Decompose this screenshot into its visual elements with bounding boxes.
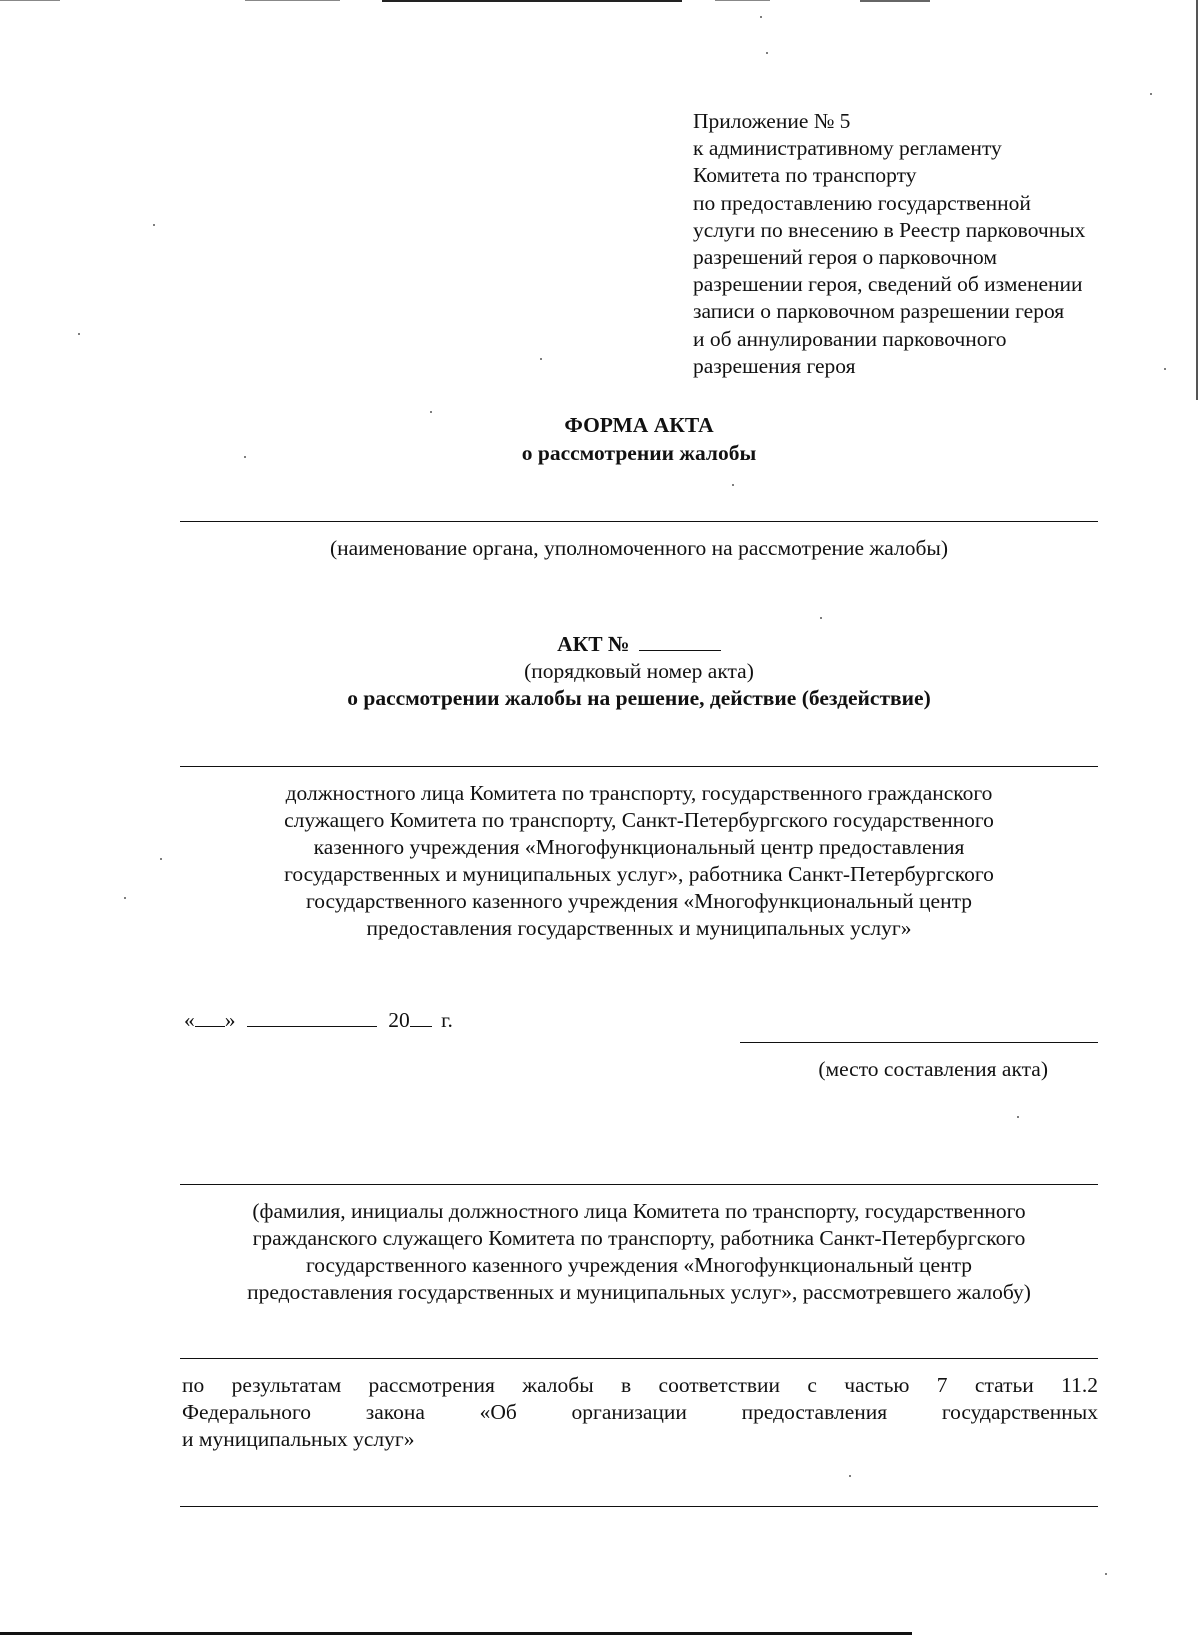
scan-speck — [78, 333, 80, 335]
scan-speck — [1150, 93, 1152, 95]
date-open-quote: « — [184, 1008, 195, 1032]
month-blank — [247, 1008, 377, 1027]
year-prefix: 20 — [388, 1008, 410, 1032]
scan-edge-line — [715, 0, 770, 1]
description-line: государственного казенного учреждения «Многофункциональный центр — [305, 889, 973, 913]
results-line: по результатам рассмотрения жалобы в соответствии с частью 7 статьи 11.2 — [182, 1373, 1098, 1397]
description-line: должностного лица Комитета по транспорту, государственного гражданского — [285, 781, 993, 805]
day-blank — [195, 1008, 225, 1027]
reviewer-caption-line: предоставления государственных и муниципальных услуг», рассмотревшего жалобу) — [247, 1280, 1031, 1304]
description-line: предоставления государственных и муниципальных услуг» — [366, 916, 912, 940]
scan-edge-line — [0, 1632, 912, 1635]
act-number-row — [180, 631, 1098, 658]
appendix-line: разрешении героя, сведений об изменении — [693, 272, 1083, 297]
scan-edge-line — [860, 0, 930, 2]
scan-speck — [540, 358, 542, 360]
appendix-line: по предоставлению государственной — [693, 190, 1031, 215]
appendix-line: разрешения героя — [693, 353, 856, 378]
scan-speck — [124, 897, 126, 899]
reviewer-caption-line: (фамилия, инициалы должностного лица Комитета по транспорту, государственного — [252, 1199, 1026, 1223]
description-line: государственных и муниципальных услуг», работника Санкт-Петербургского — [284, 862, 994, 886]
date-close-quote: » — [224, 1008, 236, 1032]
appendix-line: и об аннулировании парковочного — [693, 326, 1007, 351]
scan-edge-line — [382, 0, 682, 2]
organ-name-line — [180, 521, 1098, 522]
scan-edge-line — [1196, 0, 1198, 400]
appendix-line: разрешений героя о парковочном — [693, 245, 997, 270]
scan-speck — [732, 484, 734, 486]
scan-speck — [760, 16, 762, 18]
appendix-header — [693, 108, 1163, 380]
date-line — [184, 1007, 453, 1034]
act-subject: о рассмотрении жалобы на решение, действие (бездействие) — [347, 686, 931, 710]
appendix-line: к административному регламенту — [693, 136, 1002, 161]
scan-speck — [1017, 1116, 1019, 1118]
place-line — [740, 1042, 1098, 1043]
form-title: ФОРМА АКТА — [564, 413, 714, 437]
scan-speck — [153, 224, 155, 226]
results-line: Федерального закона «Об организации предоставления государственных — [182, 1400, 1098, 1424]
appendix-line: записи о парковочном разрешении героя — [693, 299, 1065, 324]
results-text — [182, 1372, 1098, 1453]
final-line — [180, 1506, 1098, 1507]
act-label: АКТ № — [557, 632, 630, 656]
appendix-line: Приложение № 5 — [693, 109, 851, 133]
place-caption: (место составления акта) — [818, 1057, 1048, 1081]
scan-speck — [766, 52, 768, 54]
appendix-line: Комитета по транспорту — [693, 163, 917, 188]
organ-caption: (наименование органа, уполномоченного на рассмотрение жалобы) — [329, 536, 949, 560]
scan-speck — [160, 858, 162, 860]
description-line: казенного учреждения «Многофункциональный центр предоставления — [313, 835, 965, 859]
form-subtitle: о рассмотрении жалобы — [521, 441, 757, 465]
results-top-line — [180, 1358, 1098, 1359]
official-description — [180, 780, 1098, 942]
description-line: служащего Комитета по транспорту, Санкт-Петербургского государственного — [284, 808, 994, 832]
reviewer-caption-line: государственного казенного учреждения «Многофункциональный центр — [305, 1253, 973, 1277]
act-number-caption: (порядковый номер акта) — [524, 659, 754, 683]
scan-speck — [1164, 368, 1166, 370]
act-number-blank — [639, 632, 721, 651]
reviewer-line — [180, 1184, 1098, 1185]
appendix-line: услуги по внесению в Реестр парковочных — [693, 217, 1086, 242]
results-line: и муниципальных услуг» — [182, 1427, 415, 1451]
year-blank — [410, 1008, 432, 1027]
scan-edge-line — [0, 0, 60, 1]
scan-edge-line — [245, 0, 340, 1]
reviewer-caption-line: гражданского служащего Комитета по транспорту, работника Санкт-Петербургского — [252, 1226, 1026, 1250]
reviewer-caption — [180, 1198, 1098, 1306]
scan-speck — [849, 1475, 851, 1477]
scan-speck — [820, 617, 822, 619]
year-suffix: г. — [441, 1008, 453, 1032]
decision-line — [180, 766, 1098, 767]
scan-speck — [1105, 1573, 1107, 1575]
